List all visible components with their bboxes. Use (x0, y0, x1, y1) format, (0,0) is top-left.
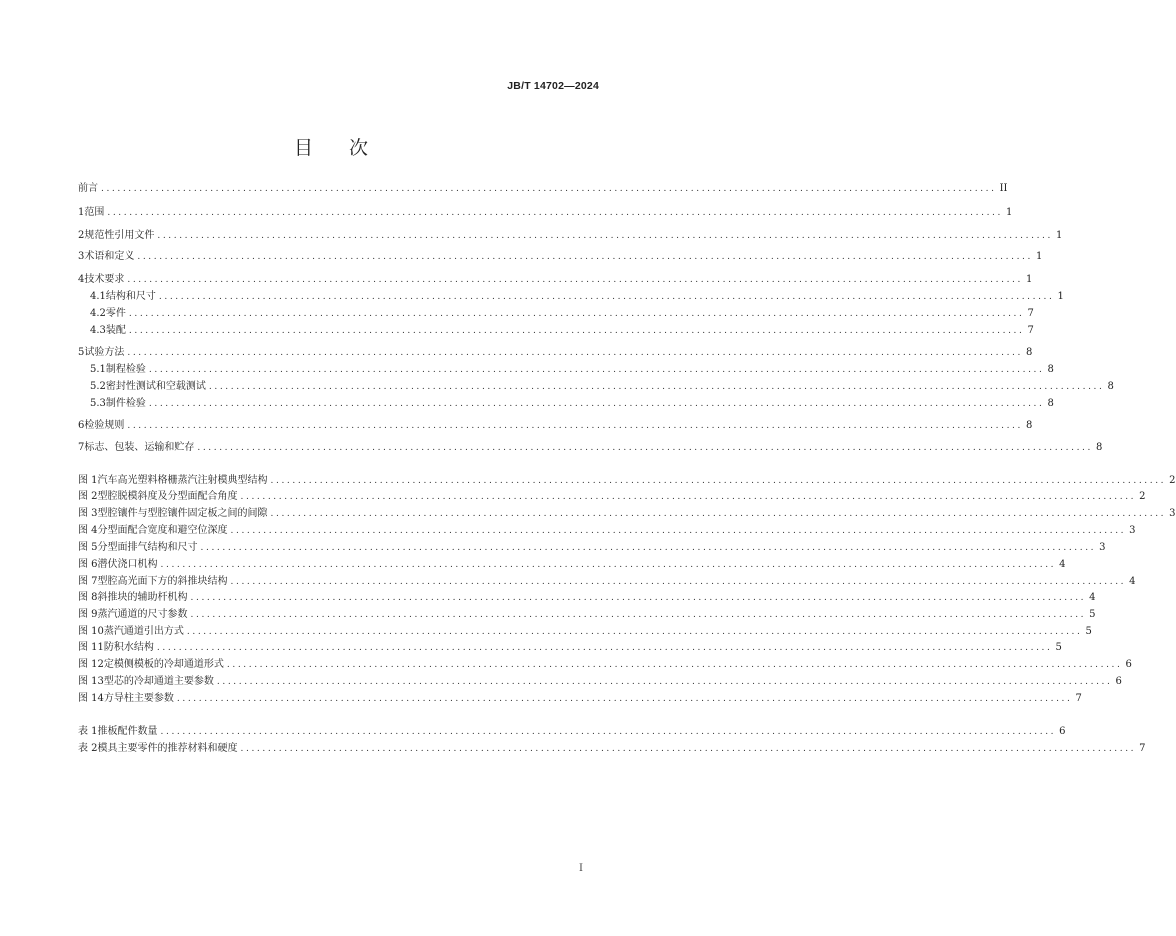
figure-number: 图 8 (78, 592, 98, 603)
leader-dots: .................................................................................................................................................................... (157, 231, 1053, 241)
leader-dots: .................................................................................................................................................................... (128, 326, 1025, 336)
figure-page: 3 (1169, 508, 1176, 519)
leader-dots: .................................................................................................................................................................... (230, 577, 1127, 587)
page-number: I (579, 863, 583, 874)
toc-entry-text: 检验规则 (84, 420, 125, 431)
toc-entry-page: 1 (1035, 251, 1043, 262)
figure-title: 定模侧模板的冷却通道形式 (103, 659, 224, 670)
figure-number: 图 7 (78, 576, 98, 587)
figure-entry-4[interactable] (78, 524, 1136, 538)
toc-entry-number: 4.1 (90, 291, 106, 302)
figure-number: 图 11 (78, 642, 104, 653)
figure-entry-1[interactable] (78, 474, 1176, 488)
toc-entry-text: 制程检验 (105, 364, 146, 375)
toc-entry-number: 4.2 (90, 308, 106, 319)
toc-entry-5-3[interactable] (90, 397, 1054, 411)
toc-entry-number: 7 (78, 442, 85, 453)
toc-entry-4-1[interactable] (90, 290, 1064, 304)
figure-page: 5 (1055, 642, 1062, 653)
leader-dots: .................................................................................................................................................................... (176, 694, 1073, 704)
toc-entry-number: 5 (78, 347, 85, 358)
toc-entry-text: 装配 (105, 325, 126, 336)
leader-dots: .................................................................................................................................................................... (137, 252, 1033, 262)
toc-entry-page: 7 (1027, 308, 1034, 319)
table-title: 模具主要零件的推荐材料和硬度 (97, 743, 238, 754)
leader-dots: .................................................................................................................................................................... (128, 309, 1025, 319)
toc-entry-text: 零件 (105, 308, 126, 319)
toc-entry-6[interactable] (78, 419, 1033, 433)
leader-dots: .................................................................................................................................................................... (148, 399, 1045, 409)
leader-dots: .................................................................................................................................................................... (148, 365, 1045, 375)
table-page: 7 (1139, 743, 1146, 754)
toc-entry-7[interactable] (78, 441, 1103, 455)
leader-dots: .................................................................................................................................................................... (208, 382, 1105, 392)
toc-entry-2[interactable] (78, 229, 1063, 243)
standard-code: JB/T 14702—2024 (507, 80, 599, 92)
toc-entry-page: 1 (1005, 207, 1013, 218)
leader-dots: .................................................................................................................................................................... (160, 560, 1057, 570)
figure-number: 图 14 (78, 693, 104, 704)
toc-entry-text: 制件检验 (105, 398, 146, 409)
figure-entry-12[interactable] (78, 658, 1132, 672)
toc-entry-number: 4 (78, 274, 85, 285)
leader-dots: .................................................................................................................................................................... (216, 677, 1113, 687)
figure-title: 型腔脱模斜度及分型面配合角度 (97, 491, 238, 502)
leader-dots: .................................................................................................................................................................... (156, 643, 1053, 653)
toc-entry-number: 6 (78, 420, 85, 431)
toc-entry-text: 标志、包装、运输和贮存 (84, 442, 195, 453)
toc-entry-page: 8 (1025, 347, 1033, 358)
leader-dots: .................................................................................................................................................................... (240, 492, 1137, 502)
figure-page: 2 (1139, 491, 1146, 502)
figure-number: 图 9 (78, 609, 98, 620)
figure-title: 潜伏浇口机构 (97, 559, 158, 570)
figure-page: 6 (1125, 659, 1132, 670)
leader-dots: .................................................................................................................................................................... (127, 421, 1023, 431)
leader-dots: .................................................................................................................................................................... (240, 744, 1137, 754)
toc-entry-number: 5.1 (90, 364, 106, 375)
figure-page: 4 (1129, 576, 1136, 587)
leader-dots: .................................................................................................................................................................... (107, 208, 1003, 218)
leader-dots: .................................................................................................................................................................... (158, 292, 1055, 302)
table-number: 表 2 (78, 743, 98, 754)
table-entry-2[interactable] (78, 742, 1146, 756)
figure-number: 图 3 (78, 508, 98, 519)
figure-title: 型腔高光面下方的斜推块结构 (97, 576, 228, 587)
toc-entry-page: 1 (1025, 274, 1033, 285)
figure-page: 2 (1169, 475, 1176, 486)
figure-number: 图 1 (78, 475, 98, 486)
figure-entry-6[interactable] (78, 558, 1066, 572)
toc-entry-page: 8 (1047, 398, 1054, 409)
leader-dots: .................................................................................................................................................................... (200, 543, 1097, 553)
figure-entry-9[interactable] (78, 608, 1096, 622)
toc-entry-number: 5.2 (90, 381, 106, 392)
figure-entry-14[interactable] (78, 692, 1082, 706)
toc-entry-page: 8 (1095, 442, 1103, 453)
figure-number: 图 12 (78, 659, 104, 670)
leader-dots: .................................................................................................................................................................... (101, 184, 997, 194)
figure-entry-3[interactable] (78, 507, 1176, 521)
figure-entry-7[interactable] (78, 575, 1136, 589)
page-title: 目次 (293, 137, 404, 159)
toc-entry-text: 规范性引用文件 (84, 230, 155, 241)
figure-page: 7 (1075, 693, 1082, 704)
leader-dots: .................................................................................................................................................................... (190, 593, 1087, 603)
figure-page: 4 (1059, 559, 1066, 570)
toc-entry-5-2[interactable] (90, 380, 1114, 394)
figure-title: 蒸汽通道引出方式 (103, 626, 184, 637)
figure-page: 6 (1115, 676, 1122, 687)
toc-entry-page: 1 (1055, 230, 1063, 241)
figure-number: 图 10 (78, 626, 104, 637)
figure-title: 蒸汽通道的尺寸参数 (97, 609, 188, 620)
figure-number: 图 5 (78, 542, 98, 553)
leader-dots: .................................................................................................................................................................... (226, 660, 1123, 670)
leader-dots: .................................................................................................................................................................... (190, 610, 1087, 620)
figure-page: 3 (1099, 542, 1106, 553)
toc-entry-number: 3 (78, 251, 85, 262)
figure-page: 4 (1089, 592, 1096, 603)
table-number: 表 1 (78, 726, 98, 737)
toc-entry-page: 8 (1047, 364, 1054, 375)
figure-title: 汽车高光塑料格栅蒸汽注射模典型结构 (97, 475, 268, 486)
figure-title: 型芯的冷却通道主要参数 (103, 676, 214, 687)
figure-title: 方导柱主要参数 (103, 693, 174, 704)
figure-page: 5 (1089, 609, 1096, 620)
toc-entry-text: 密封性测试和空载测试 (105, 381, 206, 392)
figure-page: 5 (1085, 626, 1092, 637)
figure-entry-11[interactable] (78, 641, 1062, 655)
table-title: 推板配件数量 (97, 726, 158, 737)
toc-entry-text: 术语和定义 (84, 251, 135, 262)
toc-entry-3[interactable] (78, 250, 1043, 264)
toc-entry-page: 8 (1107, 381, 1114, 392)
figure-page: 3 (1129, 525, 1136, 536)
toc-entry-text: 技术要求 (84, 274, 125, 285)
leader-dots: .................................................................................................................................................................... (127, 275, 1023, 285)
table-entry-1[interactable] (78, 725, 1066, 739)
figure-title: 分型面排气结构和尺寸 (97, 542, 198, 553)
toc-entry-number: 1 (78, 207, 85, 218)
figure-entry-13[interactable] (78, 675, 1122, 689)
toc-entry-number: 5.3 (90, 398, 106, 409)
figure-number: 图 6 (78, 559, 98, 570)
figure-number: 图 2 (78, 491, 98, 502)
toc-entry-4[interactable] (78, 273, 1033, 287)
figure-entry-5[interactable] (78, 541, 1106, 555)
leader-dots: .................................................................................................................................................................... (160, 727, 1057, 737)
leader-dots: .................................................................................................................................................................... (186, 627, 1083, 637)
figure-number: 图 13 (78, 676, 104, 687)
table-page: 6 (1059, 726, 1066, 737)
toc-entry-text: 结构和尺寸 (105, 291, 156, 302)
toc-entry-4-2[interactable] (90, 307, 1034, 321)
toc-entry-text: 范围 (84, 207, 105, 218)
toc-entry-number: 4.3 (90, 325, 106, 336)
figure-title: 斜推块的辅助杆机构 (97, 592, 188, 603)
toc-entry-4-3[interactable] (90, 324, 1034, 338)
toc-entry-text: 试验方法 (84, 347, 125, 358)
toc-entry-number: 2 (78, 230, 85, 241)
figure-title: 型腔镶件与型腔镶件固定板之间的间隙 (97, 508, 268, 519)
toc-entry-page: 8 (1025, 420, 1033, 431)
leader-dots: .................................................................................................................................................................... (197, 443, 1093, 453)
toc-entry-5-1[interactable] (90, 363, 1054, 377)
figure-title: 防积水结构 (103, 642, 154, 653)
toc-entry-text: 前言 (78, 183, 98, 194)
leader-dots: .................................................................................................................................................................... (270, 509, 1167, 519)
toc-entry-page: 7 (1027, 325, 1034, 336)
toc-entry-page: II (999, 183, 1008, 194)
leader-dots: .................................................................................................................................................................... (270, 476, 1167, 486)
toc-entry-foreword[interactable] (78, 182, 1008, 196)
toc-entry-1[interactable] (78, 206, 1013, 220)
leader-dots: .................................................................................................................................................................... (127, 348, 1023, 358)
figure-entry-8[interactable] (78, 591, 1096, 605)
figure-entry-2[interactable] (78, 490, 1146, 504)
leader-dots: .................................................................................................................................................................... (230, 526, 1127, 536)
figure-title: 分型面配合宽度和避空位深度 (97, 525, 228, 536)
figure-number: 图 4 (78, 525, 98, 536)
toc-entry-5[interactable] (78, 346, 1033, 360)
figure-entry-10[interactable] (78, 625, 1092, 639)
toc-entry-page: 1 (1057, 291, 1064, 302)
